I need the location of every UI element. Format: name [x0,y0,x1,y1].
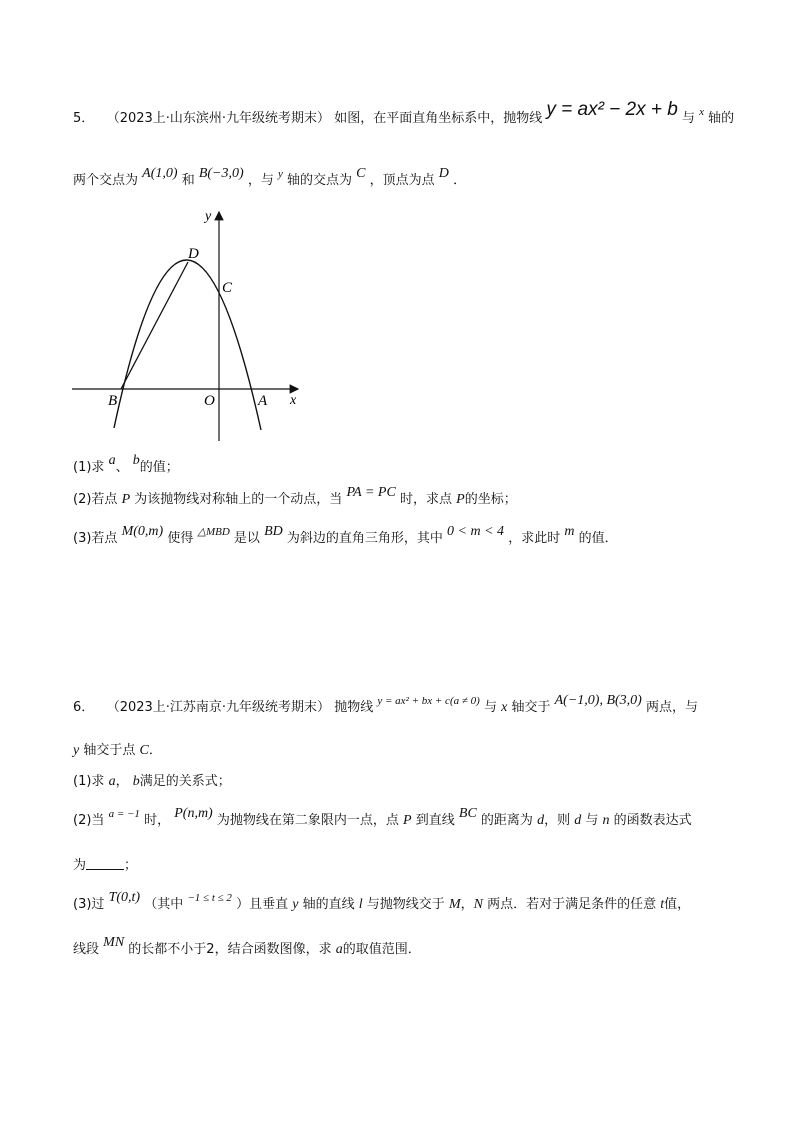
q5-part2: (2)若点 P 为该抛物线对称轴上的一个动点，当 PA = PC 时，求点 P的坐标； [73,485,517,507]
q6-formula: y = ax² + bx + c(a ≠ 0) [377,695,480,707]
label-c: C [222,280,233,296]
q6-stem-line1: 6． （2023上·江苏南京·九年级统考期末） 抛物线 $^{y = ax^2 + bx + c(a \ne 0)}$ 与 x 轴交于 A(−1,0), B(3,0) 两点，与 [73,693,698,715]
q5-part1: (1)求 a、 b的值； [73,453,179,475]
label-d: D [188,246,199,262]
q5-number: 5． [73,111,95,126]
q5-source: （2023上·山东滨州·九年级统考期末） [106,111,331,126]
q6-part2: (2)当 $^{a = -1}$ 时， P(n,m) 为抛物线在第二象限内一点，点 P 到直线 BC 的距离为 d，则 d 与 n 的函数表达式 [73,806,692,828]
q6-part3: (3)过 T(0,t) （其中 $^{-1 \le t \le 2}$ ）且垂直 y 轴的直线 l 与抛物线交于 M，N 两点．若对于满足条件的任意 t值， [73,890,691,912]
parabola-curve [114,260,261,430]
q5-parabola-figure [60,200,320,450]
answer-blank[interactable] [86,857,124,870]
q5-point-b: B(−3,0) [198,166,244,181]
q6-source: （2023上·江苏南京·九年级统考期末） [106,700,331,715]
q6-points: A(−1,0), B(3,0) [554,693,642,708]
label-o: O [204,393,215,409]
q5-formula: y = ax² − 2x + b [546,99,678,120]
q5-point-a: A(1,0) [142,166,178,181]
q5-stem-line1: 5． （2023上·山东滨州·九年级统考期末） 如图，在平面直角坐标系中，抛物线 y = ax² − 2x + b 与 $^x$ 轴的 [73,99,735,126]
q5-equation: PA = PC [346,485,396,500]
segment-bd [121,262,188,389]
q5-part3: (3)若点 M(0,m) 使得 $^{\triangle MBD}$ 是以 BD 为斜边的直角三角形，其中 0 < m < 4 ，求此时 m 的值． [73,524,618,546]
label-b: B [108,393,118,409]
label-y: y [205,209,212,224]
q5-stem-line2: 两个交点为 A(1,0) 和 B(−3,0) ，与 $^y$ 轴的交点为 C ，顶点为点 D ． [73,166,467,188]
q6-number: 6． [73,700,95,715]
label-x: x [290,393,297,408]
q6-part2-cont: 为 ； [73,858,138,873]
q6-stem-line2: y 轴交于点 C． [73,743,162,758]
q6-part1: (1)求 a， b满足的关系式； [73,774,231,789]
q6-part3-cont: 线段 MN 的长都不小于2，结合函数图像，求 a的取值范围． [73,935,421,957]
label-a: A [258,393,268,409]
